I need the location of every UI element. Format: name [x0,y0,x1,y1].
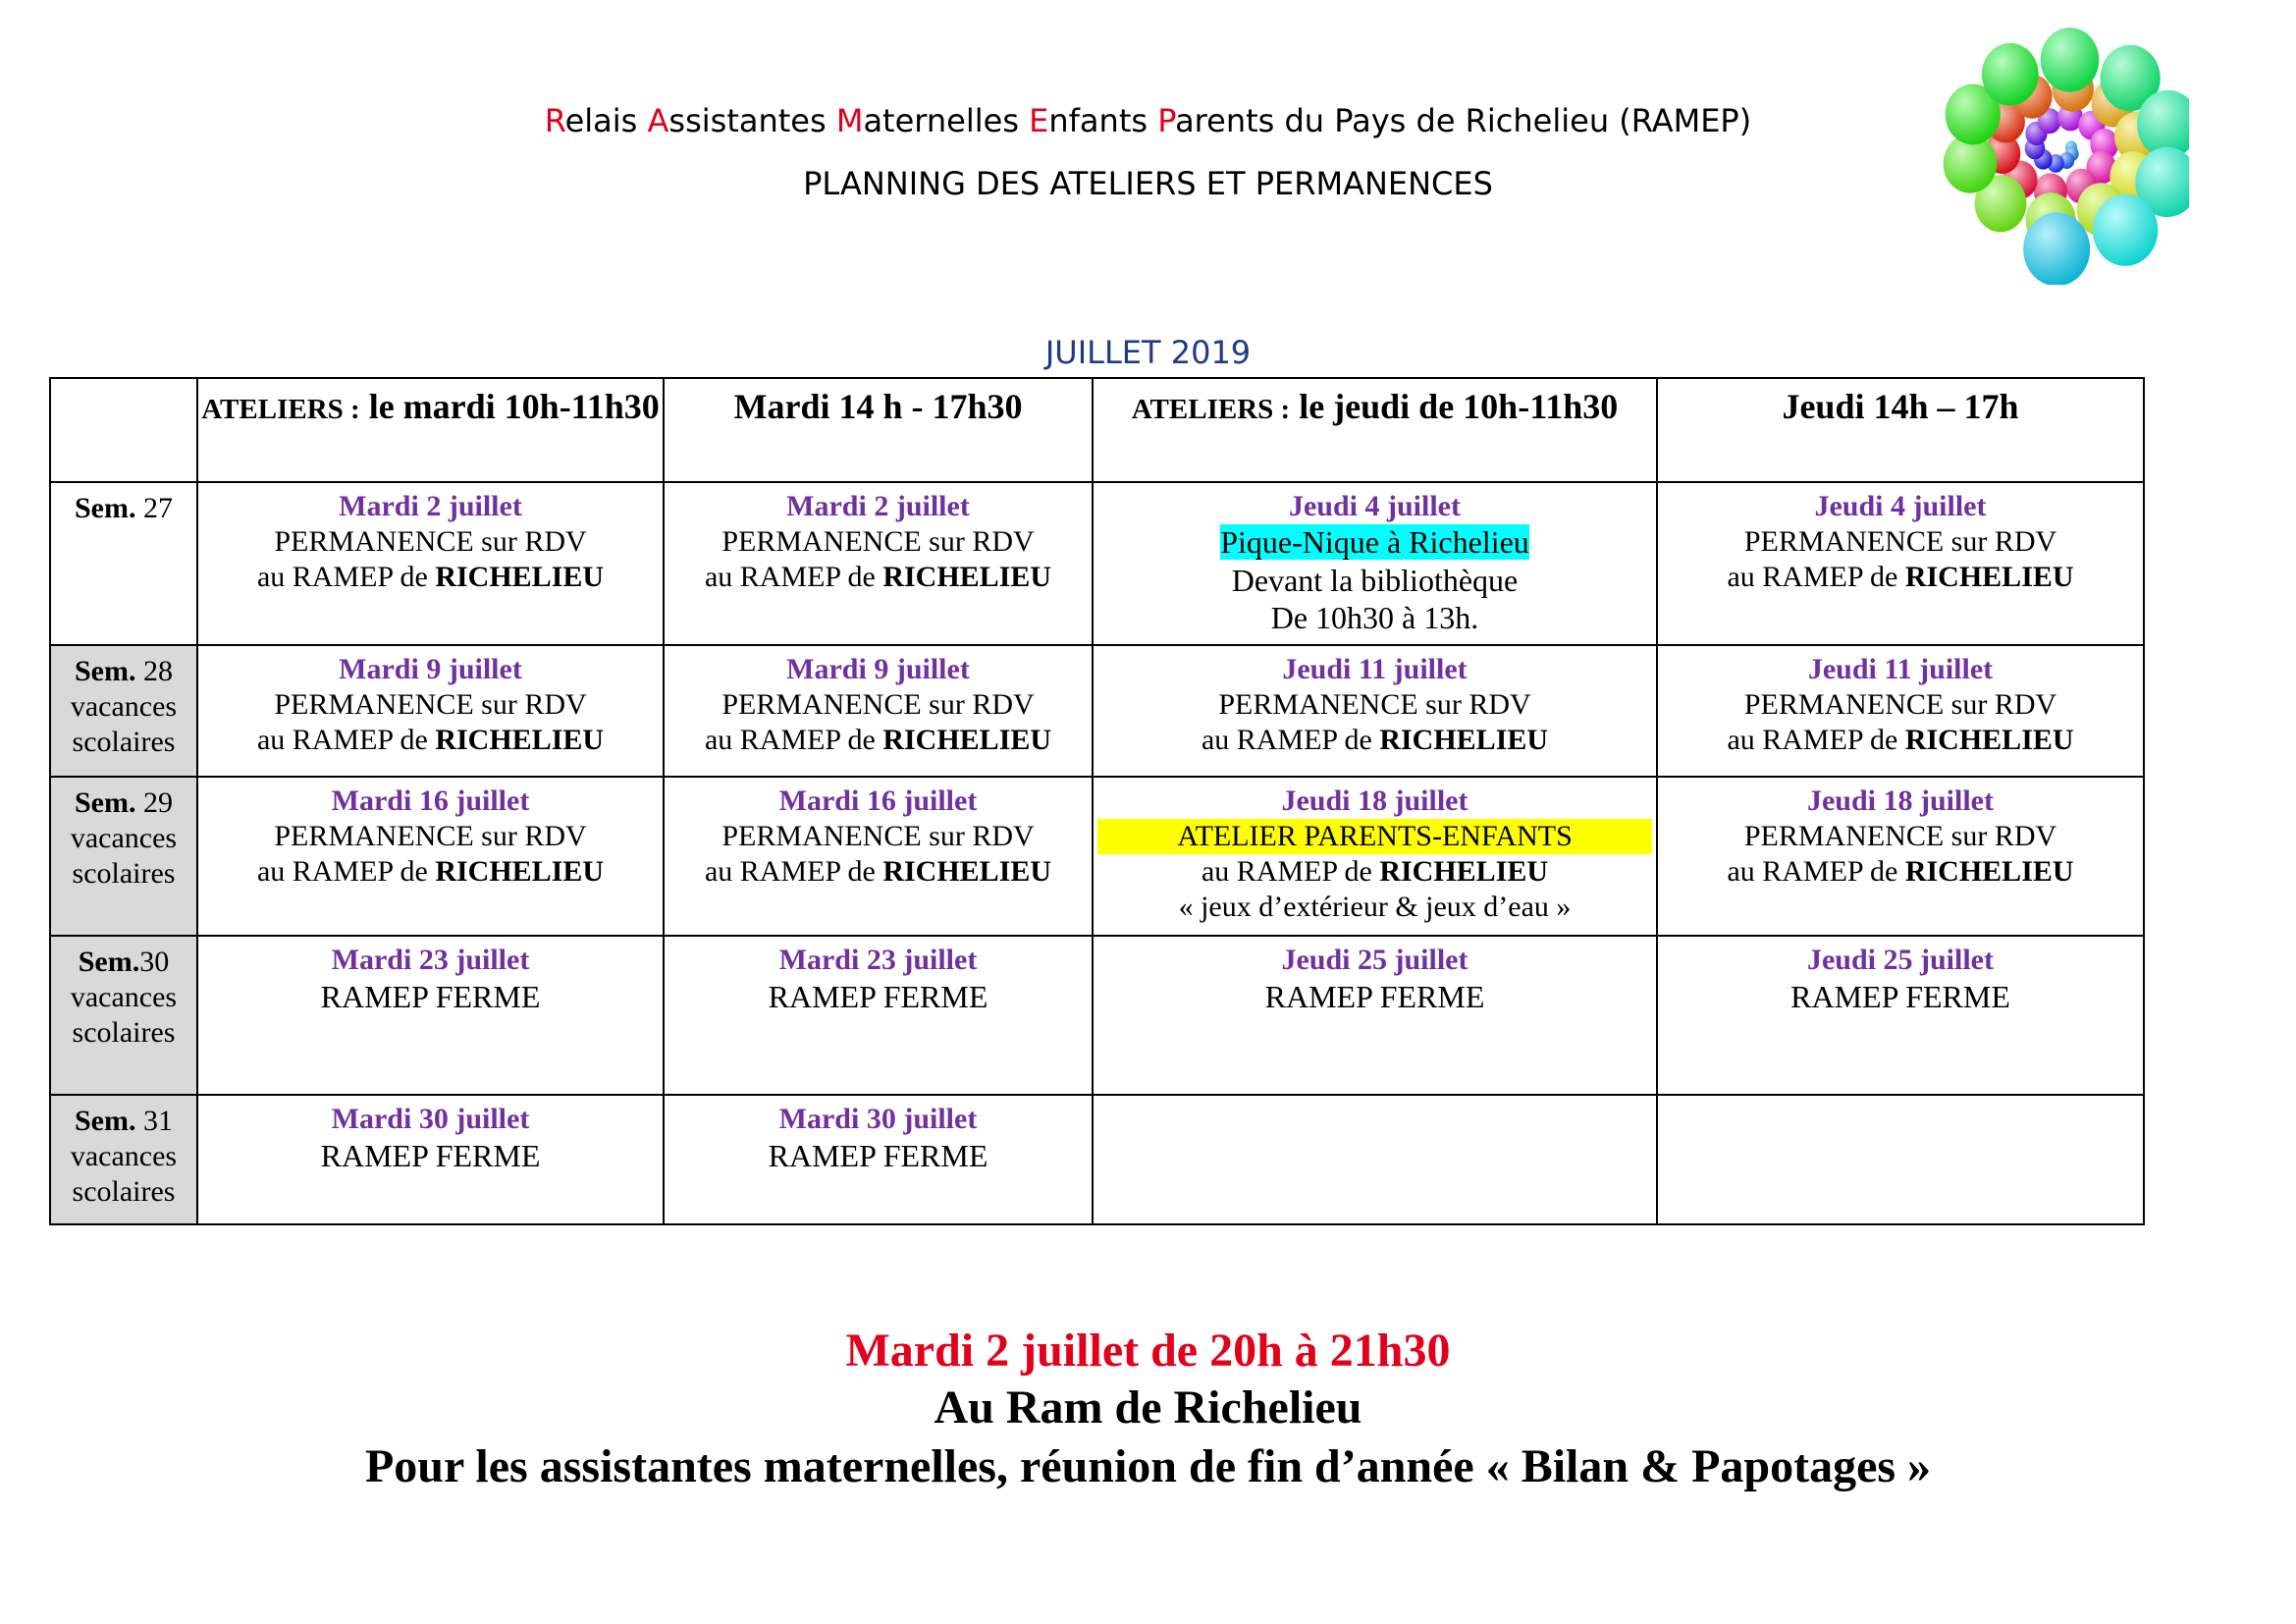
cell-date: Jeudi 25 juillet [1281,944,1468,976]
cell-line [1094,524,1656,562]
cell-line: au RAMEP de RICHELIEU [1727,724,2074,756]
week-label: Sem. [75,786,136,819]
cell-date: Jeudi 18 juillet [1281,785,1468,817]
table-row [50,645,2144,777]
table-row [50,777,2144,936]
week-number: 30 [139,946,170,978]
cell-date: Mardi 23 juillet [331,944,530,976]
schedule-cell [664,936,1093,1095]
month-title: JUILLET 2019 [1044,334,1252,371]
cell-line: PERMANENCE sur RDV [274,688,587,721]
org-title-part: nfants [1048,102,1158,139]
org-title-part: M [835,102,864,139]
week-cell [50,645,197,777]
column-prefix: ATELIERS : [201,394,360,425]
cell-line: PERMANENCE sur RDV [1218,688,1531,721]
cell-line: PERMANENCE sur RDV [274,820,587,852]
meeting-description: Pour les assistantes maternelles, réunion de fin d’année « Bilan & Papotages » [364,1440,1932,1492]
location-bold: RICHELIEU [1379,724,1549,756]
column-label: Mardi 14 h - 17h30 [733,387,1023,426]
header-cell-col4 [1657,378,2144,482]
column-label: le mardi 10h-11h30 [359,387,660,426]
table-header-row [50,378,2144,482]
schedule-cell [1657,936,2144,1095]
cell-line: PERMANENCE sur RDV [1743,525,2057,558]
location-bold: RICHELIEU [1904,561,2074,593]
week-cell [50,1095,197,1224]
schedule-cell [1657,482,2144,645]
cell-line: au RAMEP de RICHELIEU [1201,724,1549,756]
week-number: 28 [135,655,173,687]
schedule-cell [1093,645,1657,777]
schedule-cell [197,777,664,936]
cell-line: au RAMEP de RICHELIEU [256,855,605,888]
schedule-cell [664,1095,1093,1224]
logo-ball [2041,27,2100,92]
cell-line: Devant la bibliothèque [1231,563,1519,598]
org-title-part: arents du Pays de Richelieu (RAMEP) [1175,102,1752,139]
week-number: 31 [135,1105,173,1137]
meeting-date: Mardi 2 juillet de 20h à 21h30 [845,1325,1451,1377]
table-row [50,1095,2144,1224]
header-cell-col3 [1093,378,1657,482]
cell-line: au RAMEP de RICHELIEU [256,724,605,756]
header-cell-week [50,378,197,482]
location-bold: RICHELIEU [435,724,605,756]
location-bold: RICHELIEU [435,855,605,888]
highlight-text: Pique-Nique à Richelieu [1220,524,1529,560]
cell-line: De 10h30 à 13h. [1270,600,1479,635]
schedule-cell [197,645,664,777]
cell-date: Jeudi 25 juillet [1806,944,1994,976]
cell-date: Jeudi 11 juillet [1807,653,1994,685]
cell-line: PERMANENCE sur RDV [1743,820,2057,852]
week-cell [50,482,197,645]
org-title-part: E [1029,102,1049,139]
schedule-cell [1093,936,1657,1095]
location-bold: RICHELIEU [882,724,1052,756]
cell-line: PERMANENCE sur RDV [721,525,1035,558]
logo-ball [2023,212,2090,285]
column-label: Jeudi 14h – 17h [1782,387,2019,426]
cell-line: au RAMEP de RICHELIEU [704,724,1052,756]
cell-date: Mardi 9 juillet [339,653,522,685]
week-note: scolaires [72,857,176,890]
location-bold: RICHELIEU [882,855,1052,888]
cell-line: PERMANENCE sur RDV [721,688,1035,721]
week-cell [50,777,197,936]
schedule-cell [1657,645,2144,777]
meeting-place: Au Ram de Richelieu [934,1381,1362,1434]
location-bold: RICHELIEU [882,561,1052,593]
column-label: le jeudi de 10h-11h30 [1290,387,1619,426]
week-label: Sem. [78,946,140,978]
cell-date: Mardi 23 juillet [778,944,978,976]
schedule-cell [1657,777,2144,936]
cell-date: Jeudi 4 juillet [1814,490,1987,522]
cell-line: PERMANENCE sur RDV [1743,688,2057,721]
cell-line: au RAMEP de RICHELIEU [704,855,1052,888]
cell-line: au RAMEP de RICHELIEU [704,561,1052,593]
cell-date: Mardi 16 juillet [331,785,530,817]
location-bold: RICHELIEU [1379,855,1549,888]
schedule-cell [1093,777,1657,936]
cell-date: Jeudi 11 juillet [1282,653,1468,685]
schedule-cell [197,1095,664,1224]
location-bold: RICHELIEU [435,561,605,593]
week-label: Sem. [75,655,136,687]
cell-date: Mardi 2 juillet [339,490,522,522]
schedule-cell [1093,1095,1657,1224]
cell-line: RAMEP FERME [320,1138,541,1173]
week-label: Sem. [75,492,136,524]
week-note: scolaires [72,726,176,758]
planning-table [49,377,2145,1225]
schedule-cell [1093,482,1657,645]
week-note: scolaires [72,1016,176,1049]
week-label: Sem. [75,1105,136,1137]
logo-ball [1982,43,2039,106]
org-title-part: aternelles [863,102,1030,139]
cell-date: Mardi 30 juillet [331,1103,530,1135]
location-bold: RICHELIEU [1904,855,2074,888]
week-note: vacances [70,981,178,1013]
cell-line: au RAMEP de RICHELIEU [1201,855,1549,888]
org-title-part: ssistantes [668,102,836,139]
schedule-cell [664,645,1093,777]
schedule-cell [664,482,1093,645]
table-row [50,936,2144,1095]
cell-date: Mardi 16 juillet [778,785,978,817]
week-note: vacances [70,1140,178,1172]
week-note: vacances [70,690,178,723]
table-row [50,482,2144,645]
week-cell [50,936,197,1095]
doc-title: PLANNING DES ATELIERS ET PERMANENCES [803,165,1493,202]
cell-line: RAMEP FERME [1264,979,1485,1014]
cell-line: RAMEP FERME [320,979,541,1014]
week-number: 29 [135,786,173,819]
cell-line: ATELIER PARENTS-ENFANTS [1097,819,1652,854]
week-number: 27 [135,492,173,524]
cell-date: Jeudi 4 juillet [1288,490,1461,522]
cell-line: RAMEP FERME [768,1138,988,1173]
cell-line: au RAMEP de RICHELIEU [1727,855,2074,888]
cell-line: « jeux d’extérieur & jeux d’eau » [1178,891,1572,923]
schedule-cell [664,777,1093,936]
org-title-part: elais [564,102,648,139]
cell-line: au RAMEP de RICHELIEU [256,561,605,593]
schedule-cell [197,936,664,1095]
week-note: vacances [70,822,178,854]
cell-line: PERMANENCE sur RDV [274,525,587,558]
schedule-cell [197,482,664,645]
cell-line: RAMEP FERME [768,979,988,1014]
cell-line: PERMANENCE sur RDV [721,820,1035,852]
location-bold: RICHELIEU [1904,724,2074,756]
cell-line: RAMEP FERME [1790,979,2010,1014]
org-title-part: P [1157,102,1176,139]
logo-ball [2093,194,2158,266]
schedule-cell [1657,1095,2144,1224]
week-note: scolaires [72,1175,176,1208]
colorful-balls-logo-icon [1895,20,2189,285]
org-title-part: A [647,102,669,139]
cell-date: Mardi 9 juillet [786,653,970,685]
cell-date: Mardi 30 juillet [778,1103,978,1135]
column-prefix: ATELIERS : [1131,394,1291,425]
cell-date: Mardi 2 juillet [786,490,970,522]
cell-date: Jeudi 18 juillet [1806,785,1994,817]
header-cell-col2 [664,378,1093,482]
header-cell-col1 [197,378,664,482]
org-title-part: R [544,102,565,139]
cell-line: au RAMEP de RICHELIEU [1727,561,2074,593]
